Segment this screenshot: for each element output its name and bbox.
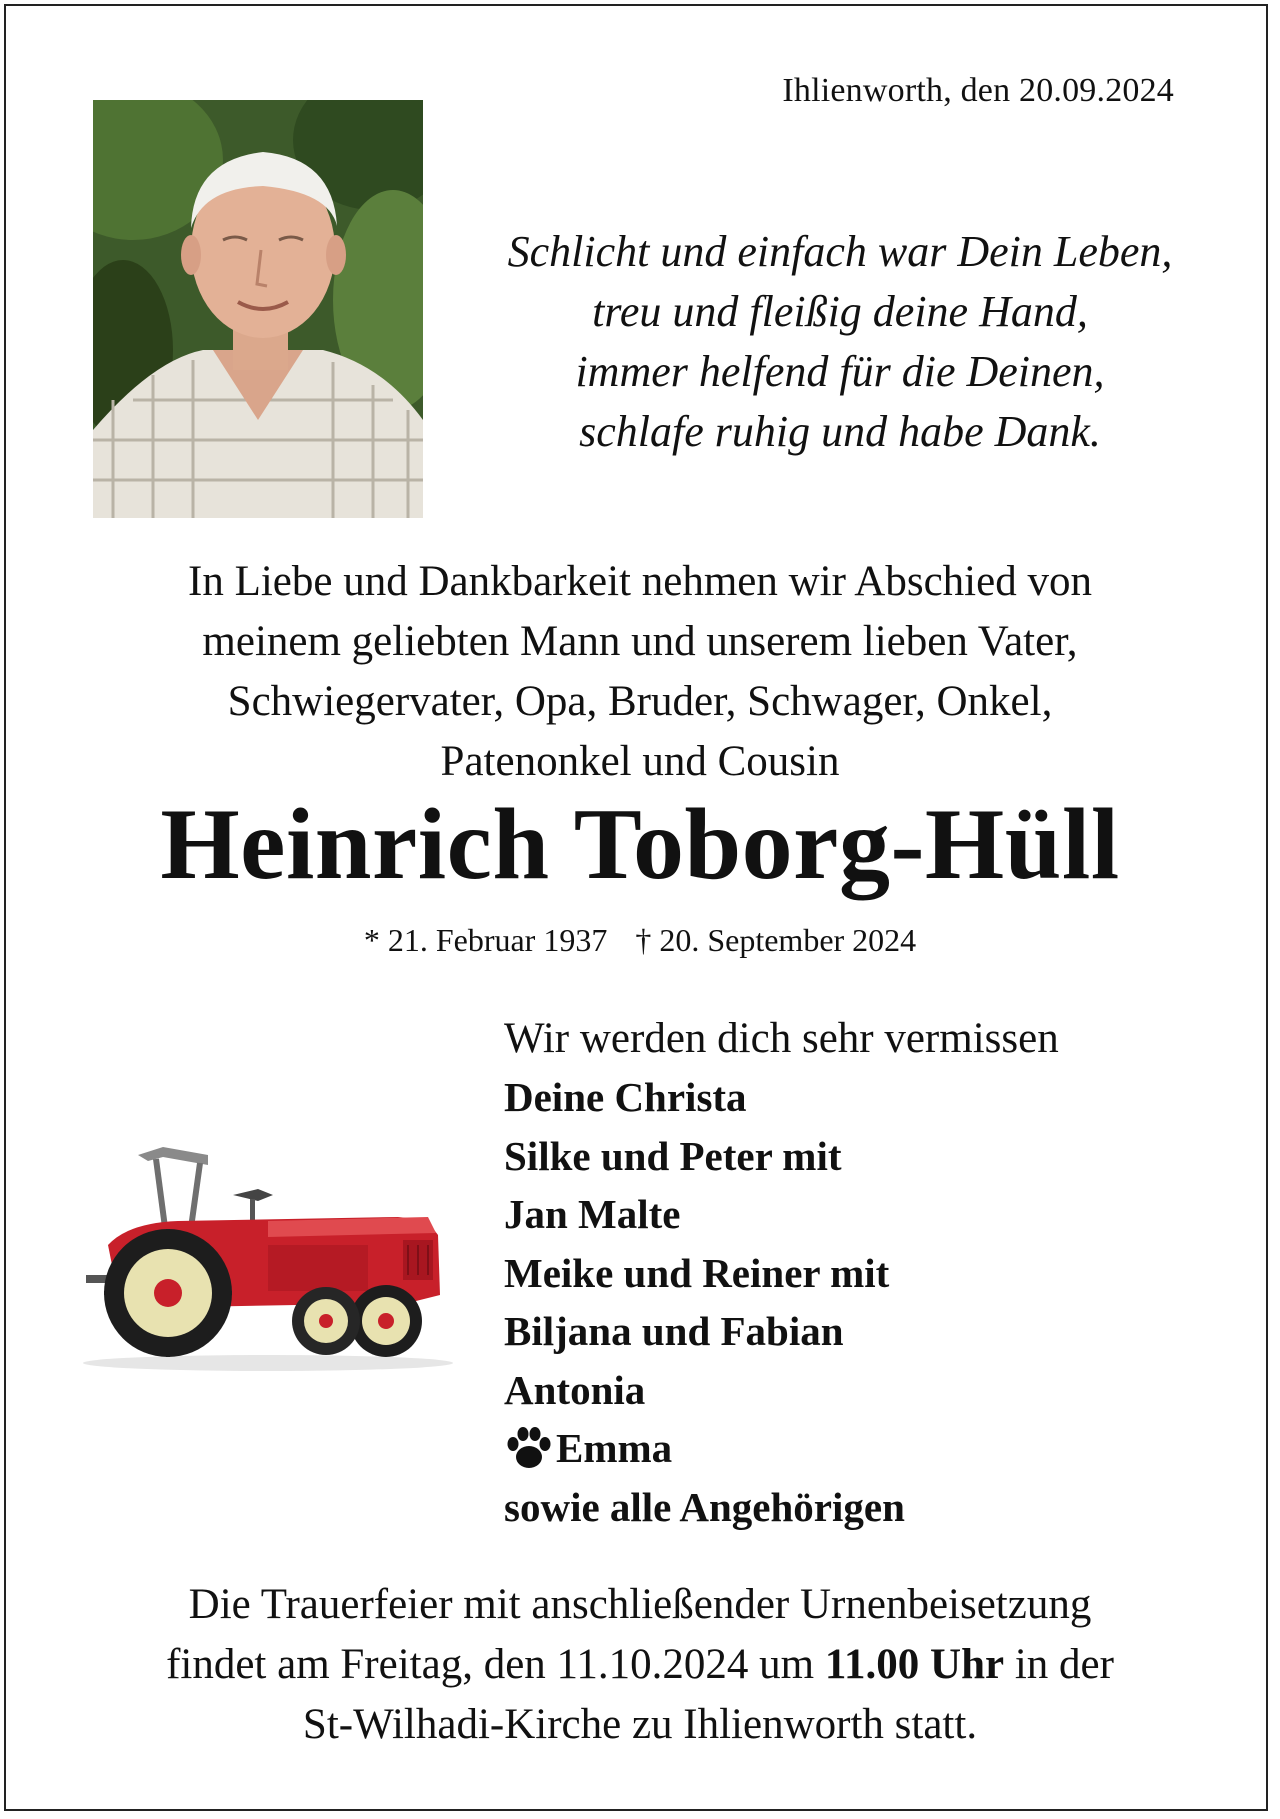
mourner-name (504, 1185, 1224, 1244)
farewell-line: meinem geliebten Mann und unserem lieben Vater, (202, 618, 1078, 665)
mourner-name (504, 1068, 1224, 1127)
funeral-service-info (0, 1575, 1280, 1755)
mourner-name (504, 1244, 1224, 1303)
poem-line: schlafe ruhig und habe Dank. (579, 407, 1101, 456)
service-line: Die Trauerfeier mit anschließender Urnenbeisetzung (188, 1581, 1092, 1628)
service-time: 11.00 Uhr (824, 1641, 1005, 1688)
mourner-label: Antonia (504, 1366, 646, 1413)
birth-date: * 21. Februar 1937 (363, 922, 608, 958)
poem-line: immer helfend für die Deinen, (575, 347, 1105, 396)
deceased-name: Heinrich Toborg-Hüll (160, 788, 1120, 901)
mourner-label: Biljana und Fabian (504, 1308, 844, 1354)
mourner-label: Silke und Peter mit (504, 1132, 842, 1179)
farewell-line: Patenonkel und Cousin (440, 738, 840, 785)
tractor-illustration (68, 1125, 468, 1375)
mourner-label: sowie alle Angehörigen (504, 1483, 905, 1530)
mourner-name (504, 1127, 1224, 1186)
memorial-poem (430, 222, 1250, 462)
poem-line: treu und fleißig deine Hand, (592, 287, 1088, 336)
mourner-name (504, 1361, 1224, 1420)
service-line (0, 1635, 1280, 1695)
place-date: Ihlienworth, den 20.09.2024 (782, 72, 1174, 109)
farewell-line: Schwiegervater, Opa, Bruder, Schwager, Onkel, (227, 678, 1053, 725)
mourner-name-pet (504, 1419, 1224, 1478)
death-date: † 20. September 2024 (635, 922, 917, 958)
service-line: St-Wilhadi-Kirche zu Ihlienworth statt. (302, 1701, 978, 1748)
service-text: in der (1004, 1641, 1114, 1688)
mourner-label: Meike und Reiner mit (504, 1249, 890, 1296)
service-text: findet am Freitag, den 11.10.2024 um (166, 1641, 825, 1688)
poem-line: Schlicht und einfach war Dein Leben, (507, 227, 1173, 276)
mourners-block (504, 1010, 1224, 1536)
portrait-photo (93, 100, 423, 518)
mourner-name (504, 1302, 1224, 1361)
paw-icon (504, 1424, 554, 1472)
life-dates (0, 922, 1280, 959)
farewell-text (0, 552, 1280, 792)
mourner-label: Deine Christa (504, 1074, 747, 1120)
mourners-list (504, 1068, 1224, 1536)
mourner-label: Emma (556, 1425, 673, 1471)
farewell-line: In Liebe und Dankbarkeit nehmen wir Abschied von (188, 558, 1092, 605)
mourner-name (504, 1478, 1224, 1537)
mourners-lead: Wir werden dich sehr vermissen (504, 1015, 1059, 1062)
mourner-label: Jan Malte (504, 1191, 681, 1237)
